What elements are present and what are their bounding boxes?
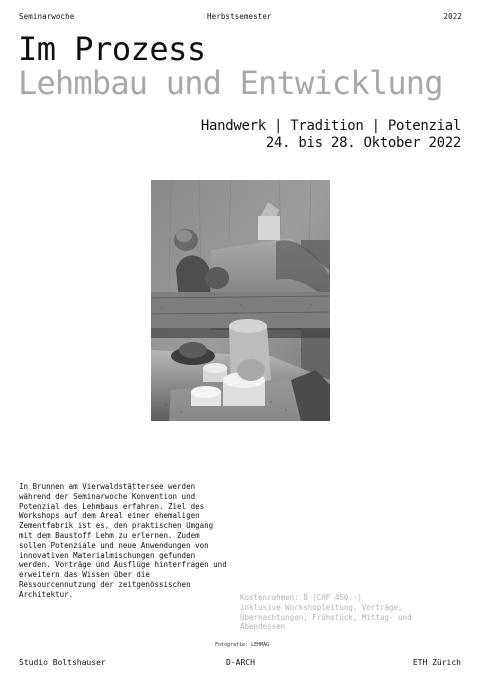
footer-studio: Studio Boltshauser — [19, 658, 106, 667]
tagline: Handwerk | Tradition | Potenzial — [200, 118, 461, 134]
description-text: In Brunnen am Vierwaldstättersee werden während der Seminarwoche Konvention und Potenzial des Lehmbaus erfahren. Ziel des Workshops auf dem Areal einer ehemaligen Zementfabrik ist es, den praktischen Umgang mit dem Baustoff Lehm zu erlernen. Zudem sollen Potenziale und neue Anwendungen von innovativen Materialmischungen gefunden werden. Vorträge und Ausflüge hinterfragen und erweitern das Wissen über die Ressourcennutzung der zeitgenössischen Architektur. — [19, 482, 227, 599]
header-label-center: Herbstsemester — [207, 12, 272, 21]
footer-department: D-ARCH — [226, 658, 255, 667]
header-label-right: 2022 — [443, 12, 462, 21]
cost-info: Kostenrahmen: B (CHF 450.-) inklusive Workshopleitung, Vorträge, Übernachtungen, Frühstück, Mittag- und Abendessen — [240, 593, 412, 632]
header-label-left: Seminarwoche — [19, 12, 75, 21]
page-subtitle: Lehmbau und Entwicklung — [18, 64, 443, 102]
event-dates: 24. bis 28. Oktober 2022 — [265, 135, 461, 151]
clay-samples-photo — [151, 180, 330, 421]
photo-credit: Fotografie: LEHMAG — [215, 642, 270, 648]
footer-institution: ETH Zürich — [412, 658, 461, 667]
page-title: Im Prozess — [18, 30, 206, 68]
